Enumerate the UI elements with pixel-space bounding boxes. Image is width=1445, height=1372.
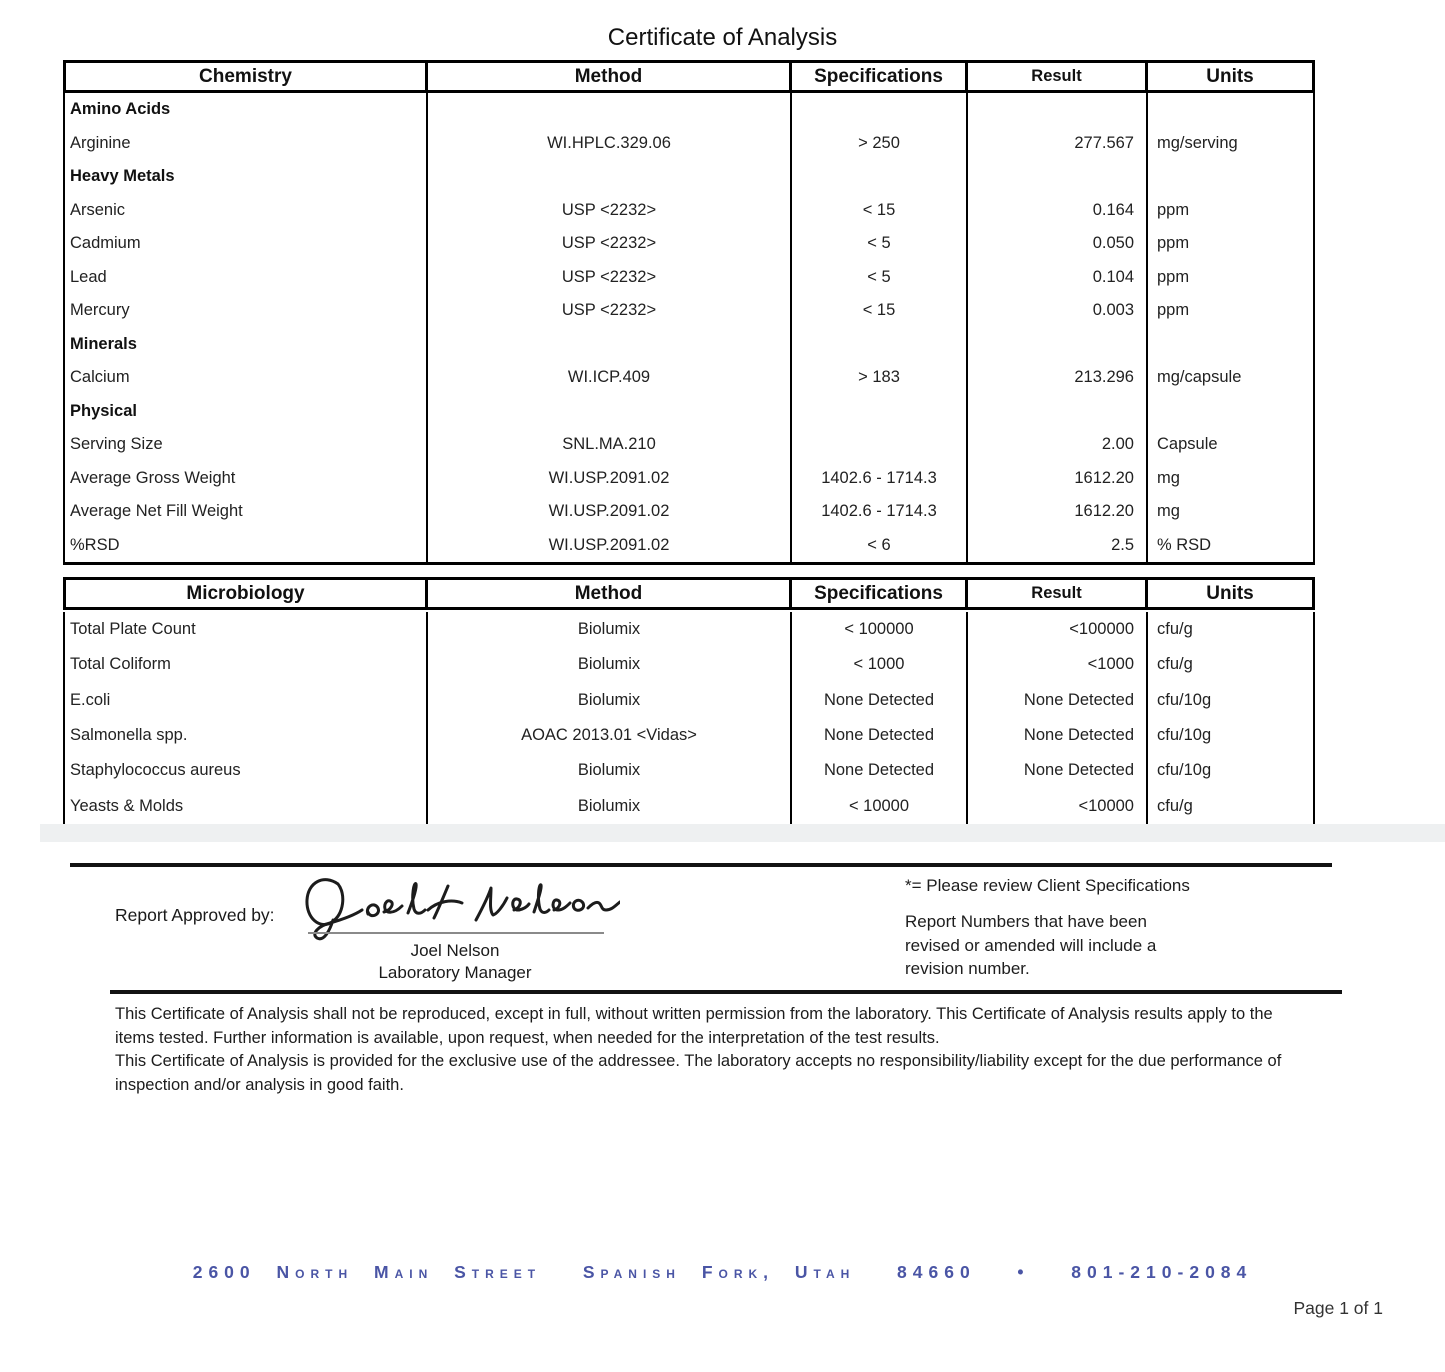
method-cell: AOAC 2013.01 <Vidas> <box>428 718 792 753</box>
spec-cell <box>792 428 968 462</box>
analyte-cell: Average Net Fill Weight <box>65 495 428 529</box>
table-row <box>65 462 1313 496</box>
result-cell: 213.296 <box>968 361 1148 395</box>
method-cell: WI.USP.2091.02 <box>428 495 792 529</box>
method-cell: USP <2232> <box>428 294 792 328</box>
result-cell: 277.567 <box>968 127 1148 161</box>
section-label: Heavy Metals <box>65 160 428 194</box>
analyte-cell: Staphylococcus aureus <box>65 753 428 788</box>
analyte-cell: Arginine <box>65 127 428 161</box>
spec-cell: None Detected <box>792 753 968 788</box>
result-cell: None Detected <box>968 753 1148 788</box>
section-row <box>65 160 1313 194</box>
table-row <box>65 753 1313 788</box>
result-cell: 0.104 <box>968 261 1148 295</box>
spec-cell: < 15 <box>792 194 968 228</box>
section-row <box>65 395 1313 429</box>
method-cell: SNL.MA.210 <box>428 428 792 462</box>
spec-cell: < 5 <box>792 261 968 295</box>
method-cell: WI.USP.2091.02 <box>428 462 792 496</box>
revision-note-line: revision number. <box>905 959 1030 978</box>
client-specifications-note: *= Please review Client Specifications <box>905 876 1190 895</box>
units-cell: cfu/10g <box>1157 761 1212 780</box>
method-cell <box>428 395 792 429</box>
table-row <box>65 647 1313 682</box>
chemistry-table <box>63 93 1315 565</box>
analyte-cell: Mercury <box>65 294 428 328</box>
units-cell <box>1148 328 1313 362</box>
method-cell <box>428 93 792 127</box>
analyte-cell: Serving Size <box>65 428 428 462</box>
revision-note <box>905 910 1156 981</box>
analyte-cell: Average Gross Weight <box>65 462 428 496</box>
method-cell: WI.ICP.409 <box>428 361 792 395</box>
result-cell <box>968 160 1148 194</box>
method-cell: USP <2232> <box>428 261 792 295</box>
table-row <box>65 428 1313 462</box>
analyte-cell: Salmonella spp. <box>65 718 428 753</box>
analyte-cell: Lead <box>65 261 428 295</box>
spec-cell: > 250 <box>792 127 968 161</box>
table-row <box>65 261 1313 295</box>
disclaimer-paragraph-2: This Certificate of Analysis is provided for the exclusive use of the addressee. The laboratory accepts no responsibility/liability except for the due performance of inspection and/or analysis in good faith. <box>115 1052 1282 1094</box>
table-row <box>65 127 1313 161</box>
microbiology-table-header <box>63 577 1315 610</box>
disclaimer-text <box>115 1003 1300 1097</box>
result-cell: <1000 <box>968 647 1148 682</box>
spec-cell: < 100000 <box>792 612 968 647</box>
spec-cell <box>792 395 968 429</box>
lab-address: 2600 North Main Street Spanish Fork, Utah 84660 • 801-210-2084 <box>192 1262 1253 1282</box>
report-approved-by-label: Report Approved by: <box>115 905 275 925</box>
analyte-cell: Yeasts & Molds <box>65 789 428 824</box>
table-row <box>65 361 1313 395</box>
units-cell: mg/serving <box>1157 133 1238 152</box>
spec-cell <box>792 93 968 127</box>
units-cell <box>1148 93 1313 127</box>
result-cell: None Detected <box>968 718 1148 753</box>
units-cell: ppm <box>1157 301 1190 320</box>
method-cell: WI.USP.2091.02 <box>428 529 792 563</box>
signer-title: Laboratory Manager <box>378 963 532 982</box>
scan-gray-band <box>40 824 1445 842</box>
column-header-result: Result <box>968 580 1148 607</box>
result-cell <box>968 395 1148 429</box>
units-cell <box>1148 395 1313 429</box>
units-cell: ppm <box>1157 267 1190 286</box>
spec-cell: None Detected <box>792 718 968 753</box>
spec-cell: 1402.6 - 1714.3 <box>792 462 968 496</box>
spec-cell: < 10000 <box>792 789 968 824</box>
method-cell: USP <2232> <box>428 194 792 228</box>
spec-cell: < 5 <box>792 227 968 261</box>
table-row <box>65 789 1313 824</box>
units-cell: mg <box>1157 468 1180 487</box>
table-row <box>65 495 1313 529</box>
column-header-specifications: Specifications <box>792 63 968 90</box>
method-cell: Biolumix <box>428 789 792 824</box>
section-row <box>65 328 1313 362</box>
units-cell: ppm <box>1157 234 1190 253</box>
chemistry-table-header <box>63 60 1315 93</box>
result-cell <box>968 93 1148 127</box>
analyte-cell: Calcium <box>65 361 428 395</box>
revision-note-line: Report Numbers that have been <box>905 912 1147 931</box>
table-row <box>65 718 1313 753</box>
spec-cell <box>792 160 968 194</box>
table-row <box>65 194 1313 228</box>
signature-image <box>300 868 620 946</box>
units-cell: cfu/10g <box>1157 690 1212 709</box>
units-cell <box>1148 160 1313 194</box>
result-cell: 1612.20 <box>968 495 1148 529</box>
analyte-cell: Total Coliform <box>65 647 428 682</box>
table-row <box>65 683 1313 718</box>
units-cell: Capsule <box>1157 435 1218 454</box>
column-header-units: Units <box>1206 582 1254 604</box>
column-header-method: Method <box>428 63 792 90</box>
spec-cell: < 6 <box>792 529 968 563</box>
units-cell: mg <box>1157 502 1180 521</box>
table-row <box>65 294 1313 328</box>
method-cell: Biolumix <box>428 753 792 788</box>
units-cell: cfu/g <box>1157 620 1193 639</box>
method-cell: Biolumix <box>428 683 792 718</box>
result-cell: 0.050 <box>968 227 1148 261</box>
method-cell <box>428 160 792 194</box>
column-header-chemistry: Chemistry <box>66 63 428 90</box>
section-row <box>65 93 1313 127</box>
analyte-cell: %RSD <box>65 529 428 563</box>
section-label: Amino Acids <box>65 93 428 127</box>
units-cell: cfu/g <box>1157 796 1193 815</box>
divider-middle <box>110 990 1342 994</box>
divider-top <box>70 863 1332 867</box>
result-cell: 0.164 <box>968 194 1148 228</box>
analyte-cell: Cadmium <box>65 227 428 261</box>
column-header-method: Method <box>428 580 792 607</box>
table-row <box>65 529 1313 563</box>
units-cell: cfu/10g <box>1157 726 1212 745</box>
analyte-cell: E.coli <box>65 683 428 718</box>
section-label: Minerals <box>65 328 428 362</box>
column-header-units: Units <box>1206 65 1254 87</box>
analyte-cell: Arsenic <box>65 194 428 228</box>
units-cell: cfu/g <box>1157 655 1193 674</box>
analyte-cell: Total Plate Count <box>65 612 428 647</box>
table-row <box>65 612 1313 647</box>
units-cell: mg/capsule <box>1157 368 1242 387</box>
disclaimer-paragraph-1: This Certificate of Analysis shall not be reproduced, except in full, without written permission from the laboratory. This Certificate of Analysis results apply to the items tested. Further information is available, upon request, when needed for the interpretation of the test results. <box>115 1005 1273 1047</box>
result-cell: 2.00 <box>968 428 1148 462</box>
method-cell <box>428 328 792 362</box>
column-header-result: Result <box>968 63 1148 90</box>
method-cell: Biolumix <box>428 647 792 682</box>
spec-cell: > 183 <box>792 361 968 395</box>
microbiology-table <box>63 612 1315 827</box>
signature-underline <box>308 932 604 934</box>
revision-note-line: revised or amended will include a <box>905 935 1157 955</box>
result-cell: None Detected <box>968 683 1148 718</box>
result-cell: 2.5 <box>968 529 1148 563</box>
result-cell: <100000 <box>968 612 1148 647</box>
section-label: Physical <box>65 395 428 429</box>
spec-cell: < 15 <box>792 294 968 328</box>
spec-cell: None Detected <box>792 683 968 718</box>
result-cell: 0.003 <box>968 294 1148 328</box>
page-title: Certificate of Analysis <box>607 24 838 51</box>
result-cell: <10000 <box>968 789 1148 824</box>
result-cell <box>968 328 1148 362</box>
signer-name: Joel Nelson <box>410 941 500 960</box>
method-cell: WI.HPLC.329.06 <box>428 127 792 161</box>
column-header-microbiology: Microbiology <box>66 580 428 607</box>
spec-cell: 1402.6 - 1714.3 <box>792 495 968 529</box>
table-row <box>65 227 1313 261</box>
method-cell: USP <2232> <box>428 227 792 261</box>
column-header-specifications: Specifications <box>792 580 968 607</box>
method-cell: Biolumix <box>428 612 792 647</box>
page-number: Page 1 of 1 <box>1293 1298 1383 1318</box>
spec-cell <box>792 328 968 362</box>
units-cell: % RSD <box>1157 535 1212 554</box>
spec-cell: < 1000 <box>792 647 968 682</box>
units-cell: ppm <box>1157 200 1190 219</box>
result-cell: 1612.20 <box>968 462 1148 496</box>
